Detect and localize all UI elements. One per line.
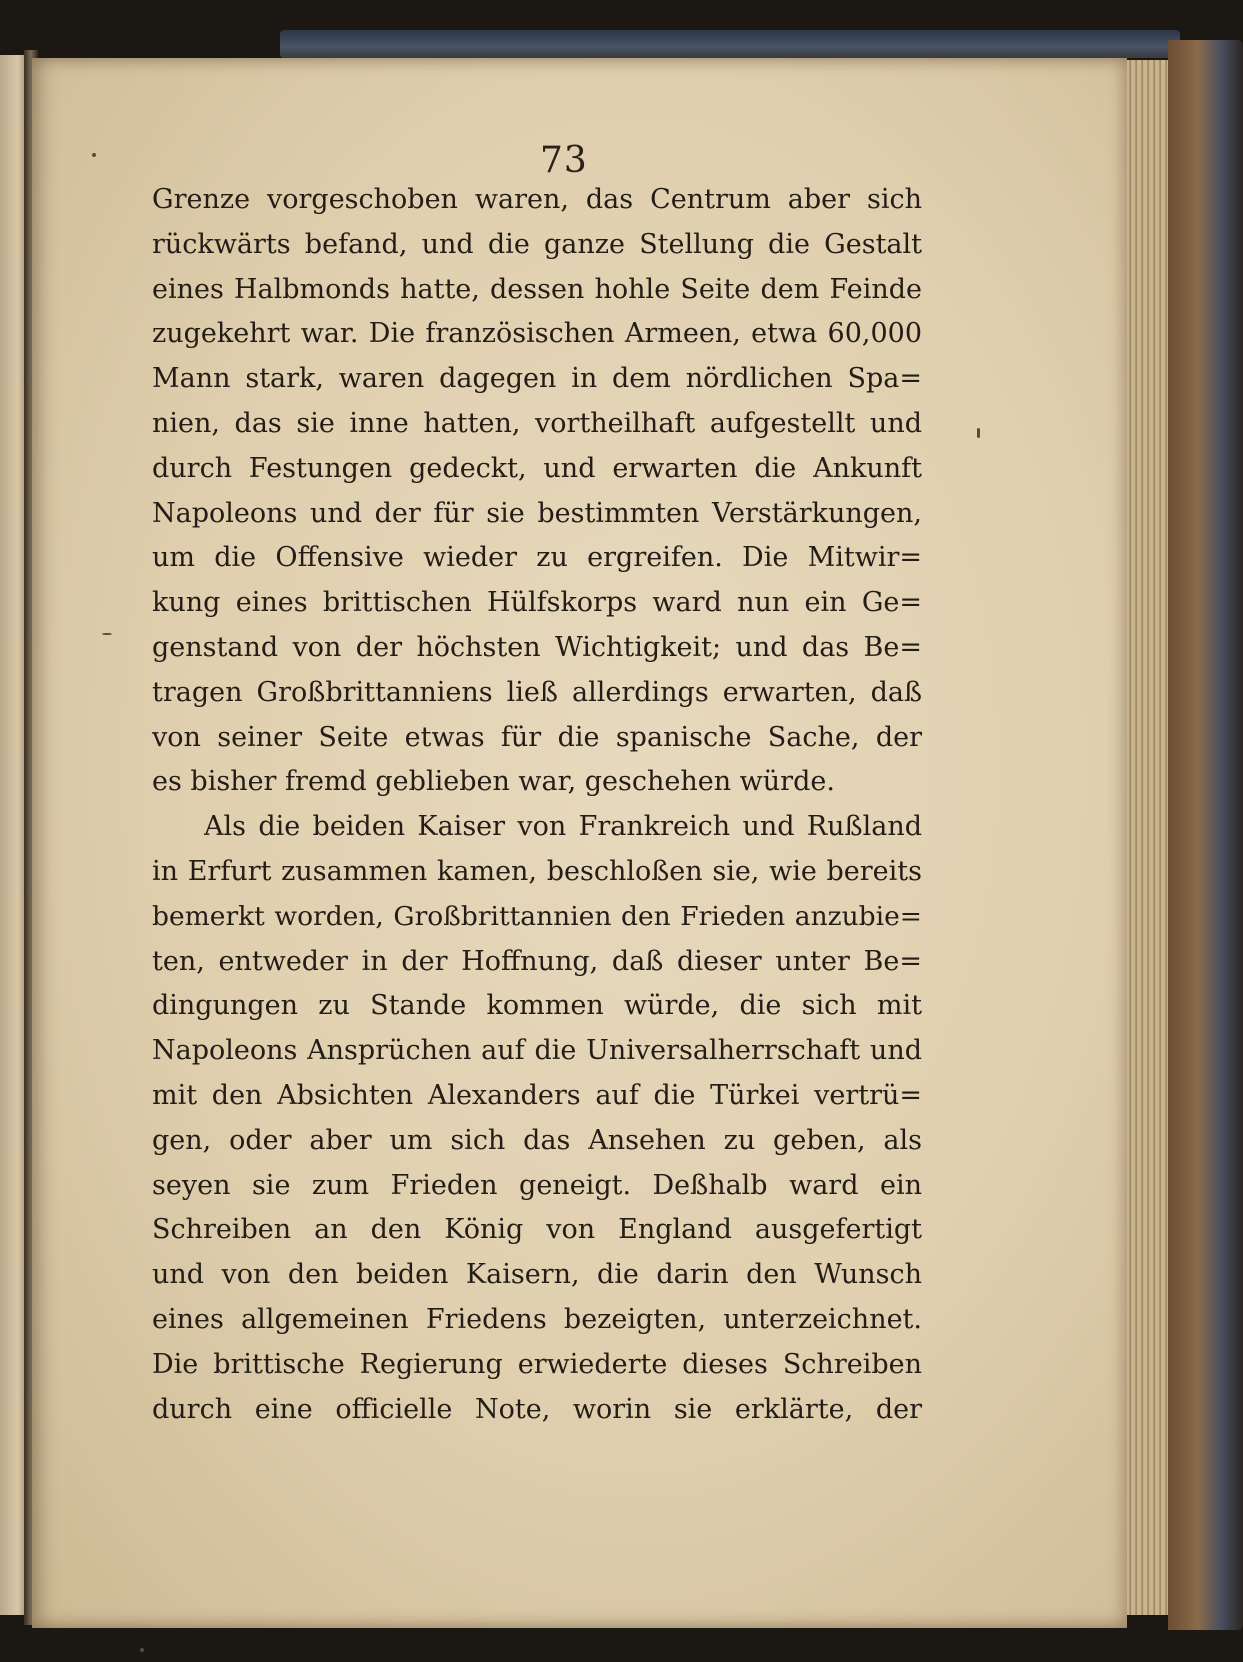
book-cover-top <box>280 30 1180 58</box>
page-speck <box>92 153 96 157</box>
text-line: rückwärts befand, und die ganze Stellung die Gestalt <box>152 228 922 260</box>
text-line: Mann stark, waren dagegen in dem nördlichen Spa= <box>152 363 922 395</box>
text-line: tragen Großbrittanniens ließ allerdings erwarten, daß <box>152 676 922 708</box>
page-text <box>152 178 922 1432</box>
text-line: gen, oder aber um sich das Ansehen zu geben, als <box>152 1124 922 1156</box>
book-cover-right <box>1168 40 1243 1630</box>
page-speck <box>102 633 112 635</box>
text-line: genstand von der höchsten Wichtigkeit; und das Be= <box>152 631 922 663</box>
text-line: von seiner Seite etwas für die spanische Sache, der <box>152 721 922 753</box>
text-line: dingungen zu Stande kommen würde, die sich mit <box>152 990 922 1022</box>
text-line: Als die beiden Kaiser von Frankreich und Rußland <box>204 811 922 843</box>
text-line: zugekehrt war. Die französischen Armeen, etwa 60,000 <box>152 318 922 350</box>
text-line: in Erfurt zusammen kamen, beschloßen sie, wie bereits <box>152 855 922 887</box>
text-line: nien, das sie inne hatten, vortheilhaft aufgestellt und <box>152 407 922 439</box>
text-line: durch eine officielle Note, worin sie erklärte, der <box>152 1393 922 1425</box>
text-line: Grenze vorgeschoben waren, das Centrum aber sich <box>152 184 922 215</box>
page-number: 73 <box>540 140 588 181</box>
page-speck <box>977 428 980 438</box>
paragraph-1 <box>152 178 922 805</box>
text-line: ten, entweder in der Hoffnung, daß dieser unter Be= <box>152 945 922 977</box>
text-line: seyen sie zum Frieden geneigt. Deßhalb ward ein <box>152 1169 922 1201</box>
text-line: bemerkt worden, Großbrittannien den Frieden anzubie= <box>152 900 922 932</box>
page-speck <box>140 1648 144 1652</box>
page-edges <box>1120 60 1175 1615</box>
text-line: kung eines brittischen Hülfskorps ward nun ein Ge= <box>152 587 922 619</box>
text-line: eines allgemeinen Friedens bezeigten, unterzeichnet. <box>152 1303 922 1335</box>
text-line: Schreiben an den König von England ausgefertigt <box>152 1214 922 1246</box>
text-line: es bisher fremd geblieben war, geschehen würde. <box>152 766 835 798</box>
text-line: durch Festungen gedeckt, und erwarten die Ankunft <box>152 452 922 484</box>
text-line: und von den beiden Kaisern, die darin den Wunsch <box>152 1259 922 1291</box>
text-line: eines Halbmonds hatte, dessen hohle Seite dem Feinde <box>152 273 922 305</box>
text-line: Napoleons und der für sie bestimmten Verstärkungen, <box>152 497 922 529</box>
text-line: mit den Absichten Alexanders auf die Türkei vertrü= <box>152 1079 922 1111</box>
text-line: Napoleons Ansprüchen auf die Universalherrschaft und <box>152 1035 922 1067</box>
text-line: um die Offensive wieder zu ergreifen. Die Mitwir= <box>152 542 922 574</box>
paragraph-2 <box>152 805 922 1432</box>
text-line: Die brittische Regierung erwiederte dieses Schreiben <box>152 1348 922 1380</box>
